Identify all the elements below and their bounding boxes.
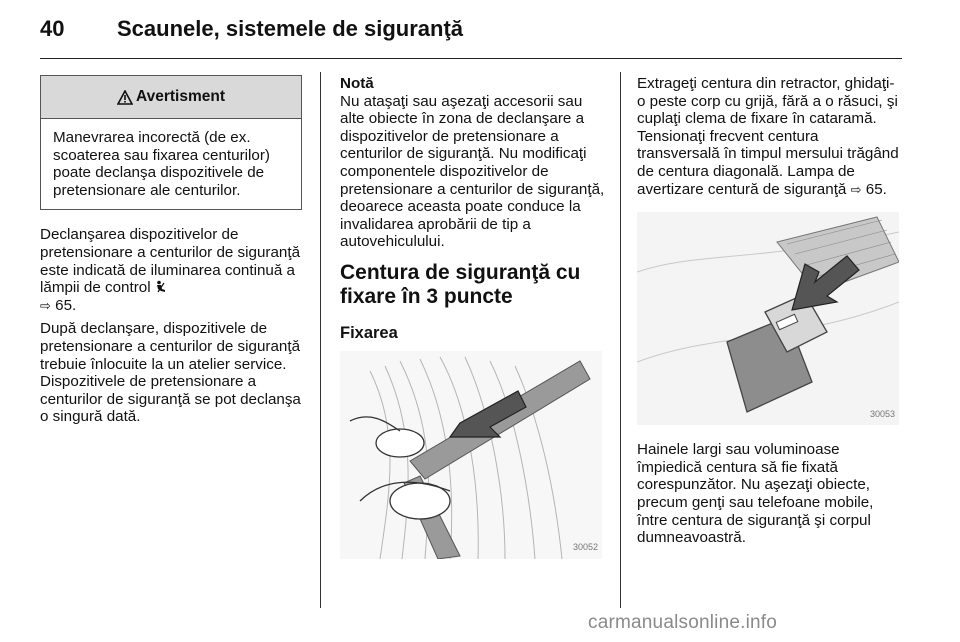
figure-number: 30053 bbox=[869, 408, 895, 419]
figure-number: 30052 bbox=[572, 541, 598, 552]
column-1 bbox=[40, 75, 302, 432]
reference-arrow-icon: ⇨ bbox=[850, 181, 862, 197]
warning-triangle-icon bbox=[117, 90, 133, 105]
warning-title: Avertisment bbox=[135, 88, 225, 106]
page-number: 40 bbox=[40, 16, 65, 41]
figure-fastening-belt bbox=[340, 351, 602, 559]
paragraph-text: Extrageţi centura din retractor, ghidaţi-o peste corp cu grijă, fără a o răsuci, şi cuplaţi clema de fixare în cataramă. Tensionaţi frecvent centura transversală în timpul mersului trăgând de centura diagonală. Lampa de avertizare centură de siguranţă bbox=[637, 75, 899, 198]
column-divider-1 bbox=[320, 72, 321, 608]
subsection-heading: Fixarea bbox=[340, 323, 398, 342]
warning-header bbox=[41, 76, 301, 119]
paragraph-after-deployment: După declanşare, dispozitivele de pretensionare a centurilor de siguranţă trebuie înlocuite la un atelier service. Dispozitivele de pretensionare a centurilor de siguranţă se pot declanşa o singură dată. bbox=[40, 320, 301, 426]
warning-text: Manevrarea incorectă (de ex. scoaterea sau fixarea centurilor) poate declanşa dispozitivele de pretensionare ale centurilor. bbox=[53, 129, 270, 199]
column-2 bbox=[340, 75, 605, 559]
page-reference-link[interactable]: 65. bbox=[865, 180, 887, 198]
page-title: Scaunele, sistemele de siguranţă bbox=[117, 16, 464, 41]
paragraph-pretensioner-indication bbox=[40, 226, 302, 314]
header-rule bbox=[40, 58, 902, 59]
reference-arrow-icon: ⇨ bbox=[40, 297, 51, 313]
column-divider-2 bbox=[620, 72, 621, 608]
figure-buckle bbox=[637, 212, 899, 425]
section-heading: Centura de siguranţă cu fixare în 3 puncte bbox=[340, 260, 581, 308]
paragraph-text: Declanşarea dispozitivelor de pretensionare a centurilor de siguranţă este indicată de iluminarea continuă a lămpii de control bbox=[40, 226, 301, 297]
paragraph-buckle-instructions bbox=[637, 75, 901, 198]
warning-box bbox=[40, 75, 302, 210]
note-text: Nu ataşaţi sau aşezaţi accesorii sau alte obiecte în zona de declanşare a dispozitivelor de pretensionare a centurilor de siguranţă. Nu modificaţi componentele dispozitivelor de pretensionare a centurilor de siguranţă, deoarece aceasta poate conduce la invalidarea aprobării de tip a autovehiculului. bbox=[340, 92, 605, 251]
note-title: Notă bbox=[340, 75, 374, 92]
page-reference-link[interactable]: 65. bbox=[55, 296, 77, 314]
column-3 bbox=[637, 75, 901, 553]
seatbelt-illustration bbox=[340, 351, 602, 559]
paragraph-clothing: Hainele largi sau voluminoase împiedică centura să fie fixată corespunzător. Nu aşezaţi obiecte, precum genţi sau telefoane mobile, între centura de siguranţă şi corpul dumneavoastră. bbox=[637, 441, 874, 547]
watermark: carmanualsonline.info bbox=[588, 612, 778, 633]
page-header bbox=[40, 8, 902, 58]
seatbelt-lamp-icon bbox=[155, 280, 167, 294]
buckle-illustration bbox=[637, 212, 899, 425]
